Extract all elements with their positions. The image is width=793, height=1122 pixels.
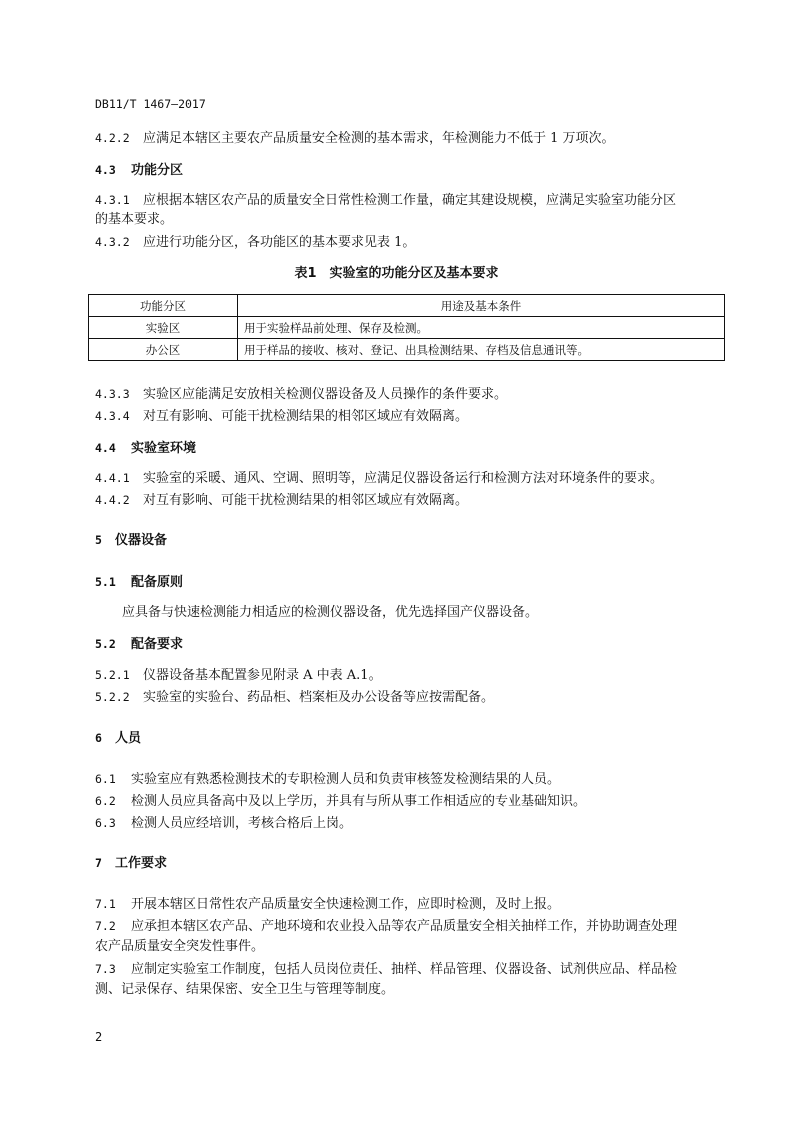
clause-text: 应承担本辖区农产品、产地环境和农业投入品等农产品质量安全相关抽样工作，并协助调查处理 — [131, 919, 678, 934]
clause-7-2-continued: 农产品质量安全突发性事件。 — [95, 939, 265, 954]
clause-5-2-1 — [95, 665, 382, 686]
document-code-header: DB11/T 1467—2017 — [95, 97, 206, 111]
section-title: 人员 — [115, 731, 142, 746]
clause-number: 7.2 — [95, 919, 116, 933]
table-cell: 用于样品的接收、核对、登记、出具检测结果、存档及信息通讯等。 — [238, 339, 725, 361]
clause-number: 6.1 — [95, 772, 116, 786]
table-header-cell: 用途及基本条件 — [238, 295, 725, 317]
clause-text: 检测人员应具备高中及以上学历，并具有与所从事工作相适应的专业基础知识。 — [131, 794, 587, 809]
section-number: 5.1 — [95, 575, 116, 589]
section-title: 功能分区 — [131, 163, 184, 178]
clause-text: 应根据本辖区农产品的质量安全日常性检测工作量，确定其建设规模，应满足实验室功能分区 — [143, 193, 677, 208]
clause-text: 实验室的采暖、通风、空调、照明等，应满足仪器设备运行和检测方法对环境条件的要求。 — [143, 471, 664, 486]
table-1 — [88, 294, 725, 361]
clause-text: 仪器设备基本配置参见附录 A 中表 A.1。 — [143, 668, 382, 683]
clause-5-2-2 — [95, 687, 494, 708]
clause-6-1 — [95, 769, 560, 790]
table-header-row — [89, 295, 725, 317]
clause-number: 4.3.4 — [95, 409, 130, 423]
clause-7-3-continued: 测、记录保存、结果保密、安全卫生与管理等制度。 — [95, 982, 395, 997]
clause-6-3 — [95, 813, 352, 834]
table-1-caption: 表1 实验室的功能分区及基本要求 — [294, 266, 499, 281]
clause-number: 6.2 — [95, 794, 116, 808]
clause-text: 应进行功能分区，各功能区的基本要求见表 1。 — [143, 235, 416, 250]
section-title: 工作要求 — [115, 856, 168, 871]
section-title: 配备原则 — [131, 575, 184, 590]
section-4-3-heading — [95, 160, 183, 181]
section-number: 4.4 — [95, 441, 116, 455]
clause-number: 6.3 — [95, 816, 116, 830]
table-row — [89, 317, 725, 339]
clause-text: 应满足本辖区主要农产品质量安全检测的基本需求，年检测能力不低于 1 万项次。 — [143, 131, 615, 146]
section-6-heading — [95, 728, 141, 749]
clause-4-3-3 — [95, 384, 507, 405]
clause-7-1 — [95, 894, 560, 915]
table-cell: 办公区 — [89, 339, 238, 361]
section-number: 5 — [95, 533, 102, 547]
clause-4-3-1-continued: 的基本要求。 — [95, 212, 174, 227]
clause-text: 应制定实验室工作制度，包括人员岗位责任、抽样、样品管理、仪器设备、试剂供应品、样品检 — [131, 962, 678, 977]
clause-text: 检测人员应经培训，考核合格后上岗。 — [131, 816, 353, 831]
clause-number: 7.3 — [95, 962, 116, 976]
clause-4-3-1 — [95, 190, 676, 211]
table-cell: 用于实验样品前处理、保存及检测。 — [238, 317, 725, 339]
page-number: 2 — [95, 1030, 103, 1044]
section-title: 仪器设备 — [115, 533, 168, 548]
section-5-heading — [95, 530, 167, 551]
clause-text: 实验区应能满足安放相关检测仪器设备及人员操作的条件要求。 — [143, 387, 508, 402]
table-cell: 实验区 — [89, 317, 238, 339]
clause-number: 4.4.1 — [95, 471, 130, 485]
clause-7-3 — [95, 959, 677, 980]
section-5-2-heading — [95, 634, 183, 655]
table-row — [89, 339, 725, 361]
clause-4-3-4 — [95, 406, 468, 427]
section-number: 4.3 — [95, 163, 116, 177]
clause-text: 实验室的实验台、药品柜、档案柜及办公设备等应按需配备。 — [143, 690, 495, 705]
clause-text: 实验室应有熟悉检测技术的专职检测人员和负责审核签发检测结果的人员。 — [131, 772, 561, 787]
clause-number: 4.3.3 — [95, 387, 130, 401]
section-7-heading — [95, 853, 167, 874]
section-number: 7 — [95, 856, 102, 870]
clause-6-2 — [95, 791, 586, 812]
clause-text: 对互有影响、可能干扰检测结果的相邻区域应有效隔离。 — [143, 493, 469, 508]
clause-number: 4.2.2 — [95, 131, 130, 145]
section-5-1-heading — [95, 572, 183, 593]
clause-4-3-2 — [95, 232, 415, 253]
clause-number: 5.2.2 — [95, 690, 130, 704]
section-number: 6 — [95, 731, 102, 745]
section-title: 配备要求 — [131, 637, 184, 652]
clause-number: 4.3.2 — [95, 235, 130, 249]
clause-4-2-2 — [95, 128, 615, 149]
clause-number: 7.1 — [95, 897, 116, 911]
section-5-1-paragraph: 应具备与快速检测能力相适应的检测仪器设备，优先选择国产仪器设备。 — [122, 605, 539, 620]
section-number: 5.2 — [95, 637, 116, 651]
section-title: 实验室环境 — [131, 441, 197, 456]
clause-number: 5.2.1 — [95, 668, 130, 682]
clause-number: 4.3.1 — [95, 193, 130, 207]
clause-number: 4.4.2 — [95, 493, 130, 507]
clause-4-4-1 — [95, 468, 663, 489]
clause-text: 对互有影响、可能干扰检测结果的相邻区域应有效隔离。 — [143, 409, 469, 424]
clause-4-4-2 — [95, 490, 468, 511]
clause-7-2 — [95, 916, 677, 937]
table-header-cell: 功能分区 — [89, 295, 238, 317]
section-4-4-heading — [95, 438, 196, 459]
clause-text: 开展本辖区日常性农产品质量安全快速检测工作，应即时检测，及时上报。 — [131, 897, 561, 912]
